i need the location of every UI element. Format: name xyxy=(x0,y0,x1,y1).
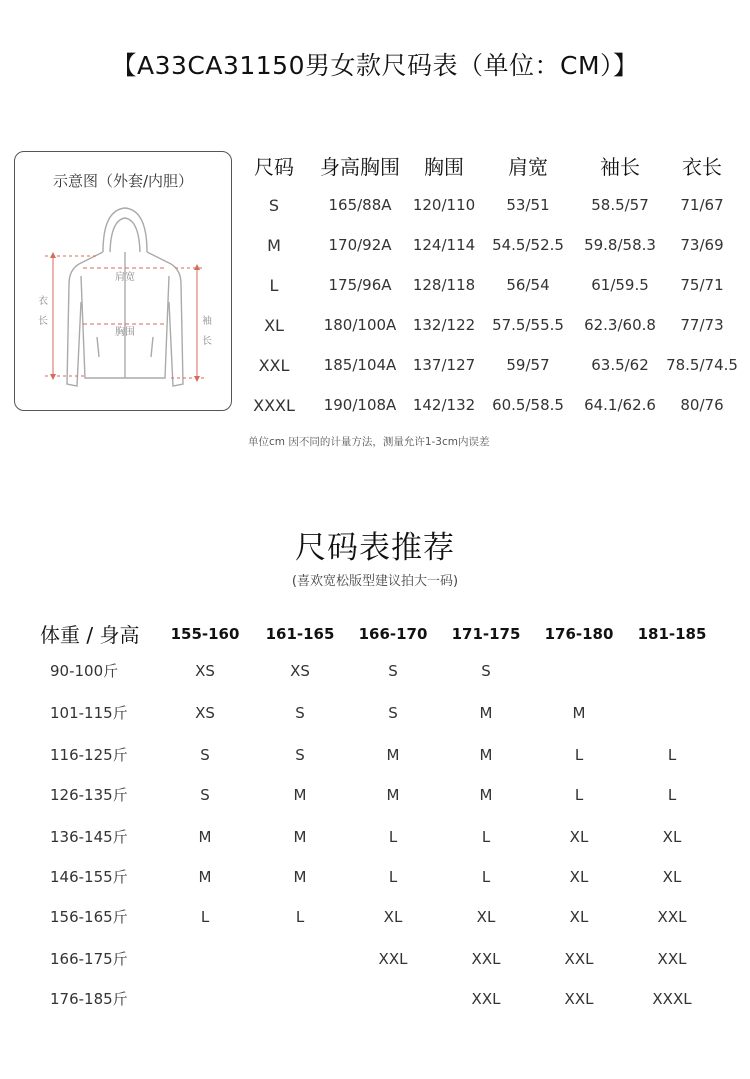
recommend-size-cell: M xyxy=(479,704,493,722)
recommend-size-cell: S xyxy=(481,662,491,680)
recommend-weight-label: 166-175斤 xyxy=(50,950,128,968)
recommend-weight-label: 176-185斤 xyxy=(50,990,128,1008)
recommend-size-cell: M xyxy=(572,704,586,722)
length-label-2: 长 xyxy=(38,316,48,327)
recommend-size-cell: L xyxy=(388,828,398,846)
size-table-cell: 132/122 xyxy=(412,316,476,334)
recommend-size-cell: S xyxy=(388,704,398,722)
recommend-size-cell: XS xyxy=(290,662,310,680)
recommend-size-cell: S xyxy=(388,662,398,680)
recommend-size-cell: XS xyxy=(195,662,215,680)
size-table-header: 尺码 xyxy=(254,155,294,179)
recommend-size-cell: L xyxy=(388,868,398,886)
size-table-cell: 190/108A xyxy=(323,396,397,414)
size-table-cell: 63.5/62 xyxy=(591,356,649,374)
recommend-size-cell: XL xyxy=(662,828,682,846)
size-table-header: 肩宽 xyxy=(508,155,548,179)
size-table-cell: 185/104A xyxy=(323,356,397,374)
recommend-height-header: 171-175 xyxy=(451,625,521,643)
size-table-cell: L xyxy=(269,276,279,295)
recommend-size-cell: XXL xyxy=(471,950,501,968)
recommend-height-header: 181-185 xyxy=(637,625,707,643)
shoulder-label: 肩宽 xyxy=(115,272,135,283)
size-table-cell: XL xyxy=(264,316,284,335)
size-table-cell: 80/76 xyxy=(680,396,724,414)
size-table-cell: 124/114 xyxy=(412,236,476,254)
recommend-height-header: 166-170 xyxy=(358,625,428,643)
size-table-cell: 58.5/57 xyxy=(591,196,649,214)
recommend-size-cell: XS xyxy=(195,704,215,722)
size-table-cell: 59.8/58.3 xyxy=(584,236,656,254)
diagram-caption: 示意图（外套/内胆） xyxy=(52,172,194,190)
recommend-size-cell: XXL xyxy=(564,990,594,1008)
size-table-cell: 73/69 xyxy=(680,236,724,254)
recommend-size-cell: M xyxy=(293,786,307,804)
size-table-header: 衣长 xyxy=(682,155,722,179)
recommend-size-cell: M xyxy=(293,828,307,846)
recommend-size-cell: L xyxy=(667,786,677,804)
recommend-weight-label: 156-165斤 xyxy=(50,908,128,926)
size-table-cell: 142/132 xyxy=(412,396,476,414)
recommend-size-cell: XL xyxy=(383,908,403,926)
size-table-cell: 71/67 xyxy=(680,196,724,214)
size-table-cell: 62.3/60.8 xyxy=(584,316,656,334)
chest-label: 胸围 xyxy=(115,327,135,338)
recommend-size-cell: M xyxy=(479,786,493,804)
recommend-size-cell: XXL xyxy=(657,908,687,926)
size-table-header: 袖长 xyxy=(600,155,640,179)
size-table-header: 胸围 xyxy=(424,155,464,179)
recommend-size-cell: XXL xyxy=(471,990,501,1008)
size-table-cell: XXXL xyxy=(253,396,295,415)
size-table-cell: 56/54 xyxy=(506,276,550,294)
size-table-cell: 54.5/52.5 xyxy=(492,236,564,254)
size-table-header: 身高胸围 xyxy=(320,155,400,179)
size-table-cell: 128/118 xyxy=(412,276,476,294)
size-table-cell: 120/110 xyxy=(412,196,476,214)
size-table-cell: 57.5/55.5 xyxy=(492,316,564,334)
recommend-weight-label: 90-100斤 xyxy=(50,662,119,680)
recommend-size-cell: XXL xyxy=(657,950,687,968)
recommend-size-cell: XL xyxy=(569,908,589,926)
size-table-cell: 137/127 xyxy=(412,356,476,374)
recommend-size-cell: M xyxy=(293,868,307,886)
size-table-cell: 180/100A xyxy=(323,316,397,334)
recommend-size-cell: S xyxy=(200,786,210,804)
recommend-weight-label: 136-145斤 xyxy=(50,828,128,846)
recommend-size-cell: L xyxy=(481,868,491,886)
size-table-cell: 59/57 xyxy=(506,356,550,374)
recommend-size-cell: XXXL xyxy=(652,990,692,1008)
recommend-weight-label: 116-125斤 xyxy=(50,746,128,764)
size-table-cell: 53/51 xyxy=(506,196,550,214)
size-table-cell: 165/88A xyxy=(328,196,392,214)
size-table-cell: 60.5/58.5 xyxy=(492,396,564,414)
size-table-cell: 170/92A xyxy=(328,236,392,254)
recommend-size-cell: XXL xyxy=(378,950,408,968)
recommend-size-cell: M xyxy=(198,828,212,846)
recommend-size-cell: XL xyxy=(569,868,589,886)
recommend-size-cell: L xyxy=(574,786,584,804)
sleeve-label-1: 袖 xyxy=(202,316,212,327)
size-table-cell: M xyxy=(267,236,281,255)
recommend-size-cell: L xyxy=(295,908,305,926)
recommend-size-cell: XL xyxy=(662,868,682,886)
recommend-size-cell: S xyxy=(295,746,305,764)
recommend-title: 尺码表推荐 xyxy=(295,530,455,566)
recommend-size-cell: XXL xyxy=(564,950,594,968)
recommend-weight-label: 101-115斤 xyxy=(50,704,128,722)
recommend-corner-label: 体重 / 身高 xyxy=(40,623,140,647)
size-table-cell: 75/71 xyxy=(680,276,724,294)
size-table-cell: 78.5/74.5 xyxy=(666,356,738,374)
recommend-size-cell: M xyxy=(198,868,212,886)
recommend-size-cell: XL xyxy=(476,908,496,926)
size-table-cell: 61/59.5 xyxy=(591,276,649,294)
recommend-height-header: 155-160 xyxy=(170,625,240,643)
recommend-size-cell: L xyxy=(481,828,491,846)
recommend-size-cell: M xyxy=(479,746,493,764)
recommend-size-cell: M xyxy=(386,746,400,764)
measurement-note: 单位cm 因不同的计量方法，测量允许1-3cm内误差 xyxy=(248,436,490,448)
measurement-diagram xyxy=(14,151,232,411)
recommend-size-cell: M xyxy=(386,786,400,804)
recommend-height-header: 176-180 xyxy=(544,625,614,643)
length-label-1: 衣 xyxy=(38,296,48,307)
size-table-cell: XXL xyxy=(258,356,290,375)
recommend-size-cell: L xyxy=(200,908,210,926)
recommend-size-cell: L xyxy=(574,746,584,764)
recommend-subtitle: (喜欢宽松版型建议拍大一码) xyxy=(291,574,459,589)
recommend-size-cell: XL xyxy=(569,828,589,846)
sleeve-label-2: 长 xyxy=(202,336,212,347)
recommend-weight-label: 146-155斤 xyxy=(50,868,128,886)
jacket-illustration xyxy=(15,152,233,412)
page-title: 【A33CA31150男女款尺码表（单位：CM）】 xyxy=(111,51,639,80)
recommend-size-cell: L xyxy=(667,746,677,764)
size-table-cell: S xyxy=(268,196,280,215)
size-table-cell: 64.1/62.6 xyxy=(584,396,656,414)
recommend-size-cell: S xyxy=(295,704,305,722)
recommend-size-cell: S xyxy=(200,746,210,764)
size-table-cell: 77/73 xyxy=(680,316,724,334)
size-table-cell: 175/96A xyxy=(328,276,392,294)
recommend-height-header: 161-165 xyxy=(265,625,335,643)
recommend-weight-label: 126-135斤 xyxy=(50,786,128,804)
